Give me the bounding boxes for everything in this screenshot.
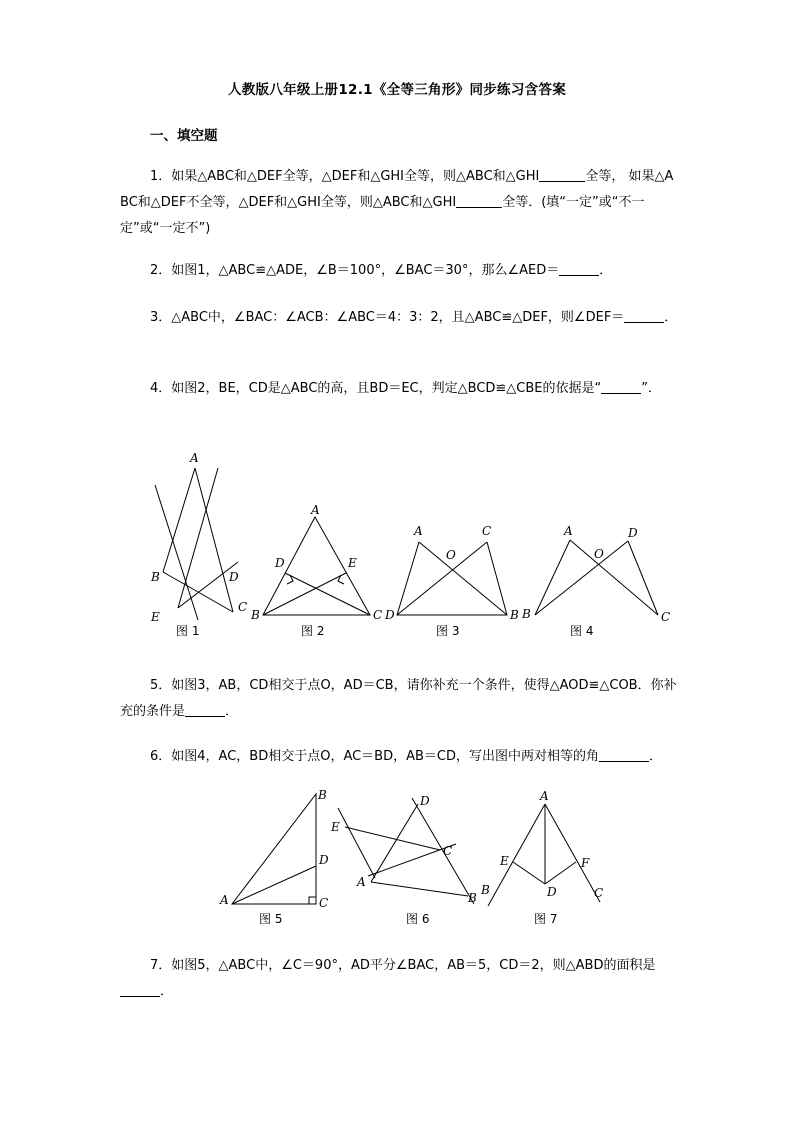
- fig7-label: B: [481, 883, 490, 897]
- question-2: [120, 258, 680, 284]
- q6-text-a: 6．如图4，AC，BD相交于点O，AC＝BD，AB＝CD，写出图中两对相等的角: [150, 749, 600, 764]
- fig5-label: A: [220, 893, 229, 907]
- fig7-line-ab: [488, 804, 545, 906]
- fig3-label: B: [510, 608, 519, 622]
- q7-text-b: ．: [160, 984, 174, 999]
- fig6-line-ea: [338, 808, 375, 878]
- fig7-caption: 图 7: [534, 912, 558, 926]
- fig4-label: D: [628, 526, 638, 540]
- fig1-line-ad: [178, 468, 218, 608]
- q2-text-b: ．: [599, 263, 613, 278]
- figure-1: [150, 451, 247, 638]
- q7-text-a: 7．如图5，△ABC中，∠C＝90°，AD平分∠BAC，AB＝5，CD＝2，则△ABD的面积是: [150, 958, 656, 973]
- fig5-bisector-ad: [232, 866, 316, 904]
- q5-text-a: 5．如图3，AB，CD相交于点O，AD＝CB，请你补充一个条件，使得△AOD≌△COB．你补充的条件是: [120, 678, 677, 719]
- fig4-line-dc: [628, 541, 658, 615]
- fig4-line-ab: [535, 540, 570, 615]
- fig3-label: A: [414, 524, 423, 538]
- figure-2: [250, 503, 382, 638]
- figure-5: [219, 788, 329, 926]
- fig7-label: E: [500, 854, 509, 868]
- q1-blank-2: [456, 193, 502, 208]
- fig7-line-ed: [513, 862, 545, 884]
- fig3-label: C: [482, 524, 492, 538]
- figure-7: [480, 789, 603, 926]
- fig6-label: C: [443, 844, 453, 858]
- fig2-label: A: [311, 503, 320, 517]
- figure-4: [521, 524, 670, 638]
- section-heading: 一、填空题: [150, 128, 218, 144]
- fig5-label: D: [319, 853, 329, 867]
- q4-text-b: ”．: [641, 381, 661, 396]
- fig2-altitude-cd: [285, 573, 370, 615]
- fig3-line-ab: [419, 542, 507, 615]
- fig5-label: B: [318, 788, 327, 802]
- figure-3: [384, 524, 519, 638]
- fig7-label: F: [581, 856, 590, 870]
- q1-text-c: 全等．(填“一定”或“不一定”或“一定不”): [120, 195, 645, 236]
- fig2-label: E: [348, 556, 357, 570]
- fig4-label: B: [522, 607, 531, 621]
- fig5-right-angle: [309, 897, 316, 904]
- fig6-label: D: [420, 794, 430, 808]
- fig4-label: O: [594, 547, 604, 561]
- q5-blank: [185, 702, 225, 717]
- fig1-line-ae: [155, 485, 198, 620]
- fig5-triangle-abc: [232, 794, 316, 904]
- figures-row-2: [0, 780, 794, 930]
- fig3-line-cd: [397, 542, 487, 615]
- fig1-caption: 图 1: [176, 624, 200, 638]
- fig1-label: D: [229, 570, 239, 584]
- fig7-label: C: [594, 886, 604, 900]
- fig7-label: A: [540, 789, 549, 803]
- fig6-label: E: [331, 820, 340, 834]
- q3-text-a: 3．△ABC中，∠BAC：∠ACB：∠ABC＝4：3：2，且△ABC≌△DEF，则∠DEF＝: [150, 310, 625, 325]
- fig6-caption: 图 6: [406, 912, 430, 926]
- question-4: [120, 376, 680, 402]
- question-7: [120, 953, 680, 1005]
- q4-text-a: 4．如图2，BE，CD是△ABC的高，且BD＝EC，判定△BCD≌△CBE的依据是“: [150, 381, 602, 396]
- figure-6: [330, 794, 477, 926]
- fig1-label: A: [190, 451, 199, 465]
- fig7-label: D: [547, 885, 557, 899]
- question-1: [120, 164, 680, 242]
- fig3-label: O: [446, 548, 456, 562]
- fig3-label: D: [385, 608, 395, 622]
- q7-blank: [120, 982, 160, 997]
- q1-blank-1: [539, 167, 585, 182]
- fig1-label: C: [238, 600, 248, 614]
- fig4-caption: 图 4: [570, 624, 594, 638]
- q2-blank: [559, 261, 599, 276]
- q3-blank: [624, 308, 664, 323]
- fig5-caption: 图 5: [259, 912, 283, 926]
- fig2-label: D: [275, 556, 285, 570]
- fig2-altitude-be: [263, 573, 346, 615]
- fig2-label: B: [251, 608, 260, 622]
- fig2-label: C: [373, 608, 383, 622]
- q6-text-b: ．: [649, 749, 663, 764]
- page-title: 人教版八年级上册12.1《全等三角形》同步练习含答案: [227, 82, 567, 98]
- question-6: [120, 744, 680, 770]
- fig6-label: A: [357, 875, 366, 889]
- fig6-label: B: [468, 891, 477, 905]
- question-5: [120, 673, 680, 725]
- figures-row-1: [0, 440, 794, 650]
- question-3: [120, 305, 680, 331]
- q6-blank: [599, 747, 649, 762]
- q5-text-b: ．: [225, 704, 239, 719]
- fig6-line-ab: [371, 882, 468, 896]
- fig4-label: A: [564, 524, 573, 538]
- fig2-caption: 图 2: [301, 624, 325, 638]
- fig1-label: E: [151, 610, 160, 624]
- fig7-line-fd: [545, 862, 576, 884]
- fig4-label: C: [661, 610, 671, 624]
- fig1-line-ab: [163, 468, 195, 572]
- fig1-label: B: [151, 570, 160, 584]
- q2-text-a: 2．如图1，△ABC≌△ADE，∠B＝100°，∠BAC＝30°，那么∠AED＝: [150, 263, 560, 278]
- q1-text-a: 1．如果△ABC和△DEF全等，△DEF和△GHI全等，则△ABC和△GHI: [150, 169, 540, 184]
- fig3-caption: 图 3: [436, 624, 460, 638]
- fig4-line-ac: [570, 540, 658, 615]
- q4-blank: [601, 379, 641, 394]
- fig5-label: C: [319, 896, 329, 910]
- fig1-line-bc: [163, 572, 233, 612]
- q1-text-b: 全等， 如果△ABC和△DEF不全等，△DEF和△GHI全等，则△ABC和△GHI: [120, 169, 674, 210]
- q3-text-b: ．: [664, 310, 678, 325]
